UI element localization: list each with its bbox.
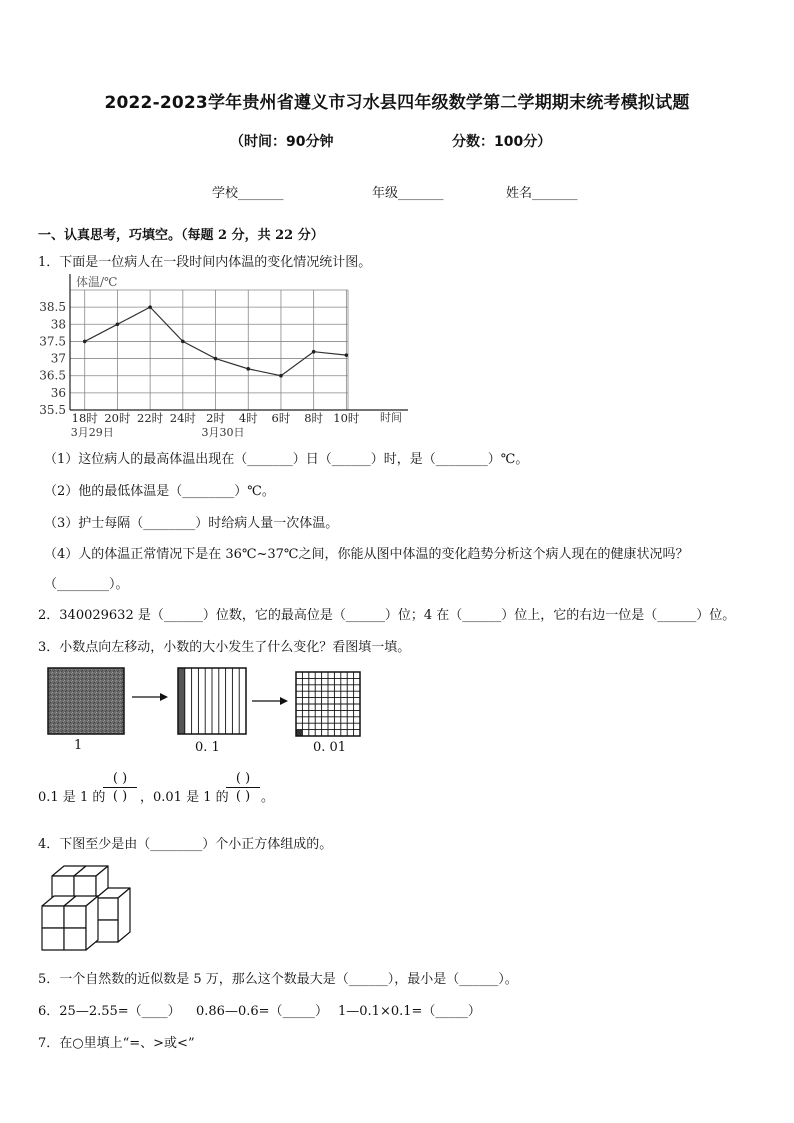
q1-sub2: （2）他的最低体温是（________）℃。	[44, 484, 275, 499]
data-point	[214, 357, 218, 361]
data-point	[181, 340, 185, 344]
chart-grid	[70, 290, 348, 410]
y-axis-label: 体温/℃	[76, 275, 118, 289]
data-point	[279, 374, 283, 378]
x-tick-label: 6时	[271, 411, 291, 425]
q3-stem: 3．小数点向左移动，小数的大小发生了什么变化？看图填一填。	[38, 640, 411, 655]
shaded-cell	[296, 730, 302, 736]
cube-stack-figure	[38, 860, 148, 956]
label-hundredth: 0. 01	[313, 740, 347, 755]
y-tick-label: 37.5	[39, 334, 66, 349]
whole-square	[48, 668, 124, 734]
q4-text: 4．下图至少是由（________）个小正方体组成的。	[38, 837, 333, 852]
y-tick-label: 35.5	[39, 403, 66, 417]
fraction-1-denominator: ( )	[112, 789, 128, 804]
data-point	[246, 367, 250, 371]
date-label-1: 3月29日	[70, 426, 114, 439]
q1-sub4-answer: （________）。	[44, 577, 129, 592]
x-tick-label: 22时	[137, 411, 164, 425]
fraction-2-denominator: ( )	[235, 789, 251, 804]
fraction-2-numerator: ( )	[235, 771, 251, 786]
y-tick-labels	[39, 300, 66, 417]
x-tick-label: 24时	[169, 411, 196, 425]
name-field: 姓名_______	[506, 186, 578, 201]
x-tick-label: 10时	[333, 411, 360, 425]
section-heading: 一、认真思考，巧填空。（每题 2 分，共 22 分）	[38, 228, 324, 243]
shaded-strip	[178, 668, 185, 734]
grade-field: 年级_______	[372, 186, 444, 201]
exam-score: 分数：100分）	[452, 134, 552, 150]
fraction-2	[226, 771, 260, 804]
label-one: 1	[74, 738, 83, 753]
data-point	[116, 322, 120, 326]
x-tick-label: 20时	[104, 411, 131, 425]
q3-fill-b: ，0.01 是 1 的	[140, 790, 229, 805]
fraction-1	[103, 771, 137, 804]
x-tick-label: 8时	[304, 411, 324, 425]
y-tick-label: 37	[50, 351, 66, 366]
q7-text: 7．在○里填上“=、>或<”	[38, 1036, 195, 1051]
chart-axes	[70, 274, 408, 410]
y-tick-label: 38.5	[39, 300, 66, 315]
q5-text: 5．一个自然数的近似数是 5 万，那么这个数最大是（______），最小是（______）。	[38, 972, 518, 987]
q1-sub4: （4）人的体温正常情况下是在 36℃~37℃之间，你能从图中体温的变化趋势分析这个病人现在的健康状况吗？	[44, 547, 689, 562]
y-tick-label: 36	[50, 385, 66, 400]
y-tick-label: 36.5	[39, 368, 66, 383]
hundredths-square	[296, 672, 360, 736]
y-tick-label: 38	[50, 317, 66, 332]
school-field: 学校_______	[212, 186, 284, 201]
x-tick-label: 4时	[238, 411, 258, 425]
tenths-square	[178, 668, 246, 734]
data-point	[345, 353, 349, 357]
exam-time: （时间：90分钟	[230, 134, 334, 150]
data-point	[312, 350, 316, 354]
page-title: 2022-2023学年贵州省遵义市习水县四年级数学第二学期期末统考模拟试题	[104, 93, 690, 113]
q3-fill-a: 0.1 是 1 的	[38, 790, 106, 805]
temperature-line-chart	[36, 270, 416, 442]
x-tick-label: 2时	[206, 411, 225, 425]
q6-part-a: 6．25—2.55=（____）	[38, 1004, 181, 1019]
date-label-2: 3月30日	[201, 426, 245, 439]
q2-text: 2．340029632 是（______）位数，它的最高位是（______）位；4 在（______）位上，它的右边一位是（______）位。	[38, 608, 736, 623]
data-point	[83, 340, 87, 344]
arrow-2-head	[280, 697, 288, 705]
q3-fill-end: 。	[261, 790, 275, 805]
label-tenth: 0. 1	[195, 740, 220, 755]
x-tick-labels	[72, 411, 360, 425]
x-axis-label: 时间	[380, 411, 402, 424]
arrow-1-head	[160, 693, 168, 701]
q1-sub1: （1）这位病人的最高体温出现在（_______）日（______）时，是（________）℃。	[44, 452, 529, 467]
q1-sub3: （3）护士每隔（________）时给病人量一次体温。	[44, 516, 339, 531]
q6-part-c: 1—0.1×0.1=（_____）	[338, 1004, 481, 1019]
data-point	[148, 305, 152, 309]
fraction-1-numerator: ( )	[112, 771, 128, 786]
q6-part-b: 0.86—0.6=（_____）	[196, 1004, 329, 1019]
x-tick-label: 18时	[71, 411, 98, 425]
q1-stem: 1．下面是一位病人在一段时间内体温的变化情况统计图。	[38, 255, 372, 270]
